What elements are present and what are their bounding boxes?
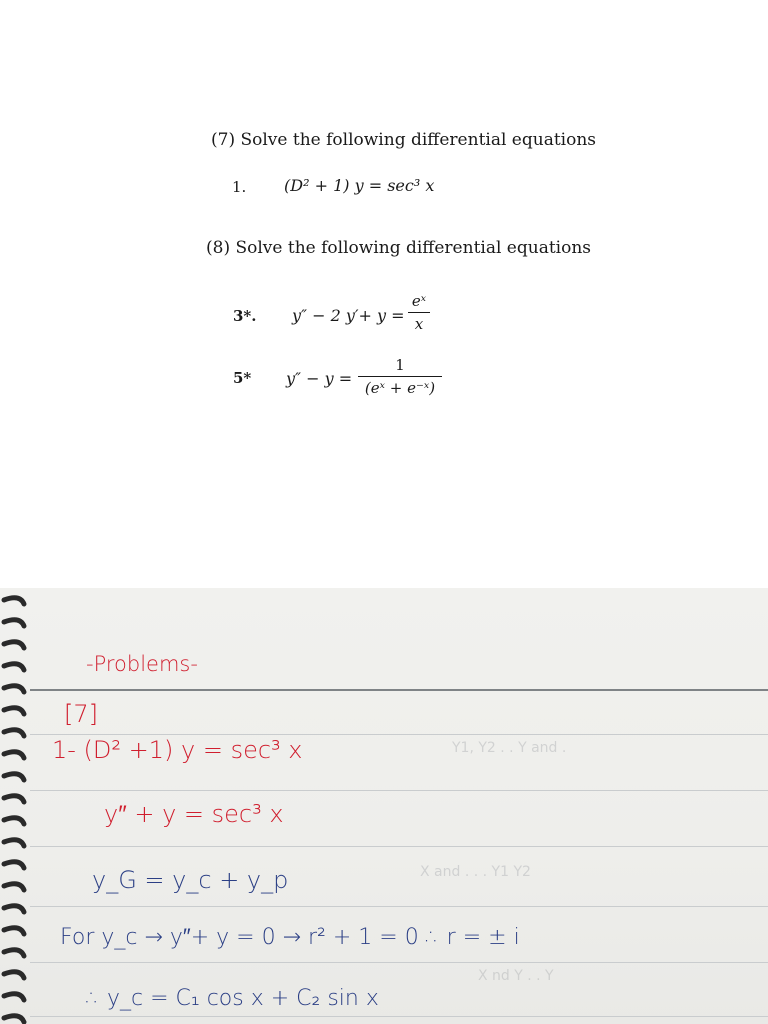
denominator: (eˣ + e⁻ˣ) (364, 379, 436, 397)
problem-8-heading: (8) Solve the following differential equations (206, 238, 592, 258)
numerator: eˣ (411, 292, 427, 310)
ruled-line (30, 846, 768, 847)
problem-8-item-3-lhs: y″ − 2 y′+ y = (292, 306, 405, 325)
notes-section-label: [7] (64, 700, 98, 728)
ruled-line (30, 790, 768, 791)
bleed-through-marks: X nd Y . . Y (478, 968, 554, 984)
ruled-line (30, 1016, 768, 1017)
notes-line-2: y″ + y = sec³ x (104, 800, 284, 828)
problem-8-item-3-fraction (408, 292, 430, 333)
bleed-through-marks: Y1, Y2 . . Y and . (452, 740, 567, 756)
problem-7-item-number: 1. (232, 178, 247, 196)
ruled-line (30, 734, 768, 735)
notes-line-5: ∴ y_c = C₁ cos x + C₂ sin x (86, 986, 379, 1011)
ruled-line (30, 906, 768, 907)
problem-8-item-3-number: 3*. (233, 307, 257, 325)
problem-7-heading: (7) Solve the following differential equations (211, 130, 597, 150)
notes-line-3: y_G = y_c + y_p (92, 866, 289, 894)
problem-7-equation: (D² + 1) y = sec³ x (284, 176, 435, 195)
fraction-bar (408, 312, 430, 313)
notes-line-4: For y_c → y″+ y = 0 → r² + 1 = 0 ∴ r = ± i (60, 925, 520, 950)
problem-8-item-5-number: 5* (233, 369, 252, 387)
numerator: 1 (395, 356, 405, 374)
notes-title: -Problems- (86, 652, 198, 676)
notebook-header-line (30, 689, 768, 691)
problem-8-item-5-lhs: y″ − y = (286, 369, 353, 388)
bleed-through-marks: X and . . . Y1 Y2 (420, 864, 531, 880)
notes-line-1: 1- (D² +1) y = sec³ x (52, 736, 303, 764)
denominator: x (414, 315, 424, 333)
fraction-bar (358, 376, 442, 377)
spiral-binding-icon (0, 588, 34, 1024)
ruled-line (30, 962, 768, 963)
problem-8-item-5-fraction (358, 356, 442, 397)
notebook-photo (0, 588, 768, 1024)
